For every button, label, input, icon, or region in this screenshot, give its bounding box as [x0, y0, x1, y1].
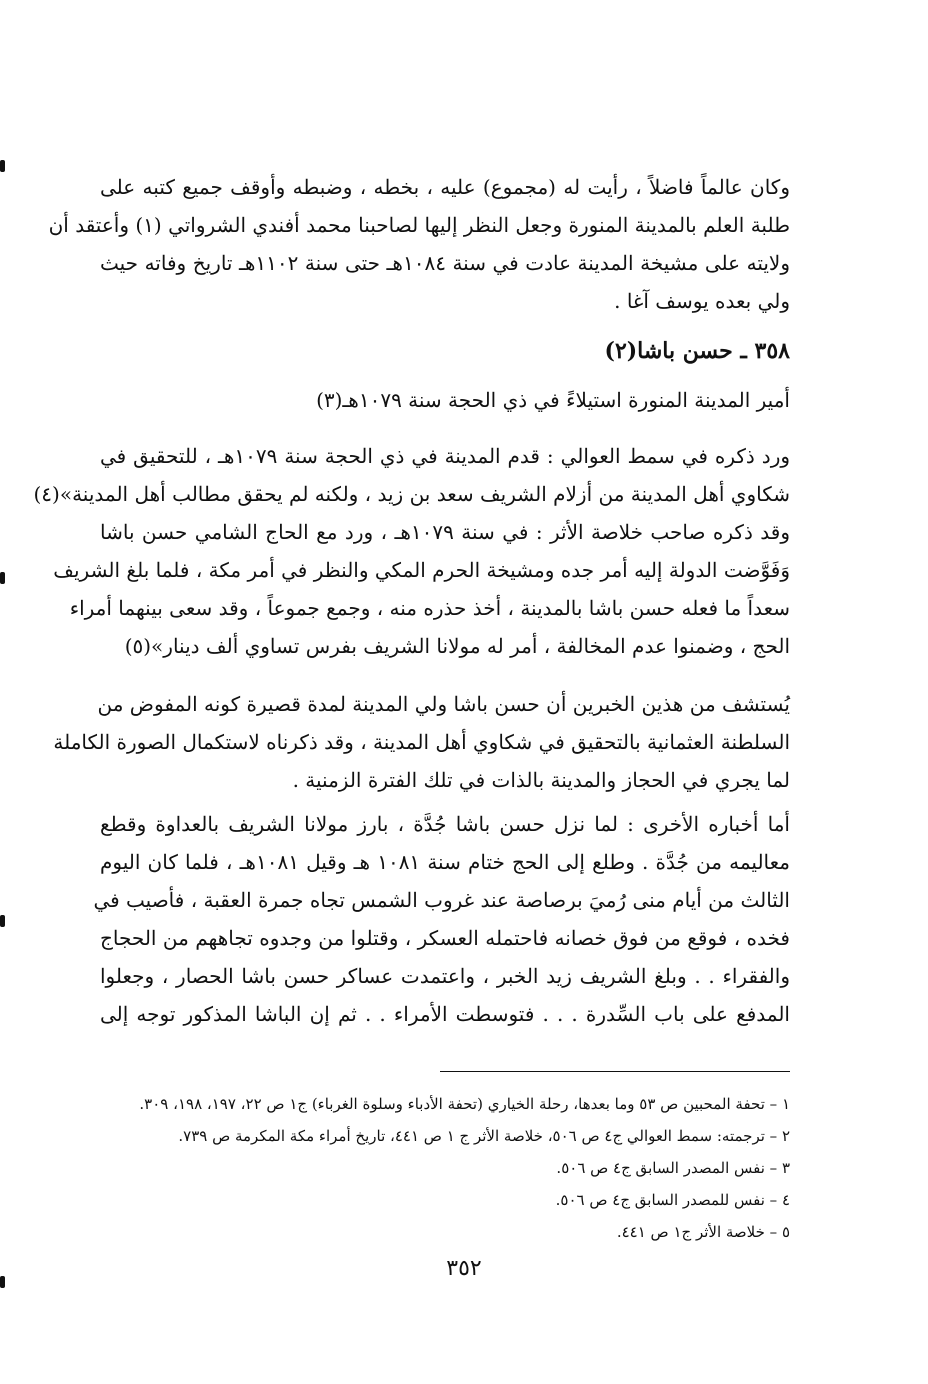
text-line: ورد ذكره في سمط العوالي : قدم المدينة في ذي الحجة سنة ١٠٧٩هـ ، للتحقيق في [100, 444, 791, 468]
text-line: فخده ، فوقع من فوق خصانه فاحتمله العسكر ، وقتلوا من وجدوه تجاههم من الحجاج [100, 926, 790, 950]
footnotes [100, 1088, 790, 1248]
text-line: يُستشف من هذين الخبرين أن حسن باشا ولي المدينة لمدة قصيرة كونه المفوض من [97, 692, 790, 716]
text-line: سعداً ما فعله حسن باشا بالمدينة ، أخذ حذره منه ، وجمع جموعاً ، وقد سعى بينهما أمراء [69, 596, 790, 620]
footnote-item: ٣ – نفس المصدر السابق ج٤ ص ٥٠٦. [556, 1159, 790, 1177]
text-line: معاليمه من جُدَّة . وطلع إلى الحج ختام سنة ١٠٨١ هـ وقيل ١٠٨١هـ ، فلما كان اليوم [100, 850, 790, 874]
page-number: ٣٥٢ [446, 1256, 482, 1281]
text-line: الثالث من أيام منى رُميَ برصاصة عند غروب الشمس تجاه جمرة العقبة ، فأصيب في [93, 888, 790, 912]
paragraph-conclusion [53, 685, 790, 799]
scan-mark [0, 160, 5, 172]
text-line: أما أخباره الأخرى : لما نزل حسن باشا جُدَّة ، بارز مولانا الشريف بالعداوة وقطع [100, 812, 790, 836]
text-line: والفقراء . . وبلغ الشريف زيد الخبر ، واعتمدت عساكر حسن باشا الحصار ، وجعلوا [100, 964, 790, 988]
scan-mark [0, 915, 5, 927]
text-line: لما يجري في الحجاز والمدينة بالذات في تلك الفترة الزمنية . [292, 768, 790, 792]
text-line: شكاوي أهل المدينة من أزلام الشريف سعد بن زيد ، ولكنه لم يحقق مطالب أهل المدينة»(٤) [33, 482, 790, 506]
footnote-item: ٤ – نفس للمصدر السابق ج٤ ص ٥٠٦. [555, 1191, 790, 1209]
footnote-item: ١ – تحفة المحبين ص ٥٣ وما بعدها، رحلة الخياري (تحفة الأدباء وسلوة الغرباء) ج١ ص ٢٢، ١٩٧، ١٩٨، ٣٠٩. [139, 1095, 790, 1113]
text-line: السلطنة العثمانية بالتحقيق في شكاوي أهل المدينة ، وقد ذكرناه لاستكمال الصورة الكاملة [53, 730, 790, 754]
text-line: وَفَوَّضت الدولة إليه أمر جده ومشيخة الحرم المكي والنظر في أمر مكة ، فلما بلغ الشريف [53, 558, 790, 582]
footnote-divider [440, 1071, 790, 1072]
footnote-item: ٢ – ترجمته: سمط العوالي ج٤ ص ٥٠٦، خلاصة الأثر ج ١ ص ٤٤١، تاريخ أمراء مكة المكرمة ص ٧٣٩. [178, 1127, 790, 1145]
text-line: ولي بعده يوسف آغا . [614, 289, 790, 313]
text-line: الحج ، وضمنوا عدم المخالفة ، أمر له مولانا الشريف بفرس تساوي ألف دينار»(٥) [124, 634, 790, 658]
text-line: ولايته على مشيخة المدينة عادت في سنة ١٠٨٤هـ حتى سنة ١١٠٢هـ تاريخ وفاته حيث [100, 251, 790, 275]
footnote-item: ٥ – خلاصة الأثر ج١ ص ٤٤١. [616, 1223, 790, 1241]
paragraph-intro [48, 168, 790, 320]
paragraph-sources [33, 437, 791, 665]
text-line: المدفع على باب السِّدرة . . . فتوسطت الأمراء . . ثم إن الباشا المذكور توجه إلى [100, 1002, 790, 1026]
entry-heading: ٣٥٨ ـ حسن باشا(٢) [604, 338, 790, 364]
text-line: طلبة العلم بالمدينة المنورة وجعل النظر إليها لصاحبنا محمد أفندي الشرواتي (١) وأعتقد أن [48, 213, 790, 237]
scan-mark [0, 572, 5, 584]
text-line: وكان عالماً فاضلاً ، رأيت له (مجموع) عليه ، بخطه ، وضبطه وأوقف جميع كتبه على [100, 175, 790, 199]
text-line: وقد ذكره صاحب خلاصة الأثر : في سنة ١٠٧٩هـ ، ورد مع الحاج الشامي حسن باشا [100, 520, 790, 544]
paragraph-other-news [93, 805, 790, 1033]
entry-subtitle: أمير المدينة المنورة استيلاءً في ذي الحجة سنة ١٠٧٩هـ(٣) [316, 388, 790, 412]
